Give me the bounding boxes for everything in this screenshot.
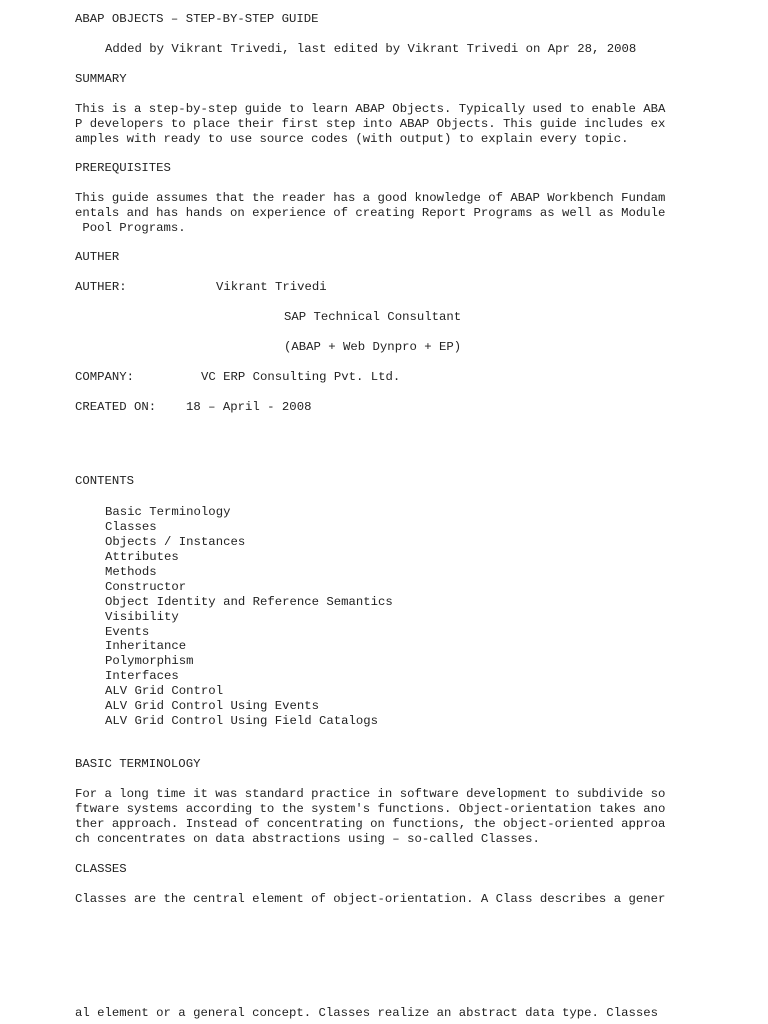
contents-item: Object Identity and Reference Semantics — [105, 594, 393, 609]
contents-item: Events — [105, 624, 150, 639]
prerequisites-line: entals and has hands on experience of creating Report Programs as well as Module — [75, 206, 666, 220]
contents-item: ALV Grid Control — [105, 684, 224, 699]
classes-heading: CLASSES — [75, 862, 127, 876]
company-name: VC ERP Consulting Pvt. Ltd. — [201, 370, 401, 384]
summary-heading: SUMMARY — [75, 72, 127, 86]
contents-item: Objects / Instances — [105, 534, 246, 549]
prerequisites-line: This guide assumes that the reader has a good knowledge of ABAP Workbench Fundam — [75, 191, 666, 205]
contents-item: Methods — [105, 564, 157, 579]
contents-item: Visibility — [105, 609, 179, 624]
company-label: COMPANY: — [75, 370, 135, 384]
contents-item: Attributes — [105, 549, 179, 564]
created-label: CREATED ON: — [75, 400, 157, 414]
contents-item: Basic Terminology — [105, 505, 231, 519]
classes-line: Classes are the central element of object-orientation. A Class describes a gener — [75, 892, 666, 906]
author-skills: (ABAP + Web Dynpro + EP) — [284, 340, 462, 354]
author-label: AUTHER: — [75, 280, 127, 294]
contents-heading: CONTENTS — [75, 474, 135, 488]
author-heading: AUTHER — [75, 250, 120, 264]
author-role: SAP Technical Consultant — [284, 310, 462, 324]
basic-terminology-line: ch concentrates on data abstractions using – so-called Classes. — [75, 832, 540, 846]
prerequisites-line: Pool Programs. — [75, 221, 186, 235]
author-name: Vikrant Trivedi — [216, 280, 327, 294]
basic-terminology-line: ther approach. Instead of concentrating on functions, the object-oriented approa — [75, 817, 666, 831]
contents-item: Inheritance — [105, 639, 187, 654]
created-date: 18 – April - 2008 — [186, 400, 312, 414]
summary-line: amples with ready to use source codes (with output) to explain every topic. — [75, 132, 629, 146]
contents-item: Constructor — [105, 579, 187, 594]
document-byline: Added by Vikrant Trivedi, last edited by Vikrant Trivedi on Apr 28, 2008 — [105, 42, 637, 56]
prerequisites-heading: PREREQUISITES — [75, 161, 171, 175]
contents-item: Classes — [105, 519, 157, 534]
basic-terminology-line: For a long time it was standard practice in software development to subdivide so — [75, 787, 666, 801]
contents-item: ALV Grid Control Using Field Catalogs — [105, 714, 379, 729]
contents-item: Interfaces — [105, 669, 179, 684]
basic-terminology-line: ftware systems according to the system's functions. Object-orientation takes ano — [75, 802, 666, 816]
summary-line: P developers to place their first step into ABAP Objects. This guide includes ex — [75, 117, 666, 131]
contents-item: ALV Grid Control Using Events — [105, 699, 320, 714]
basic-terminology-heading: BASIC TERMINOLOGY — [75, 757, 201, 771]
contents-item: Polymorphism — [105, 654, 194, 669]
document-title: ABAP OBJECTS – STEP-BY-STEP GUIDE — [75, 12, 319, 26]
summary-line: This is a step-by-step guide to learn ABAP Objects. Typically used to enable ABA — [75, 102, 666, 116]
contents-list — [105, 505, 393, 729]
classes-line: al element or a general concept. Classes realize an abstract data type. Classes — [75, 1006, 658, 1020]
